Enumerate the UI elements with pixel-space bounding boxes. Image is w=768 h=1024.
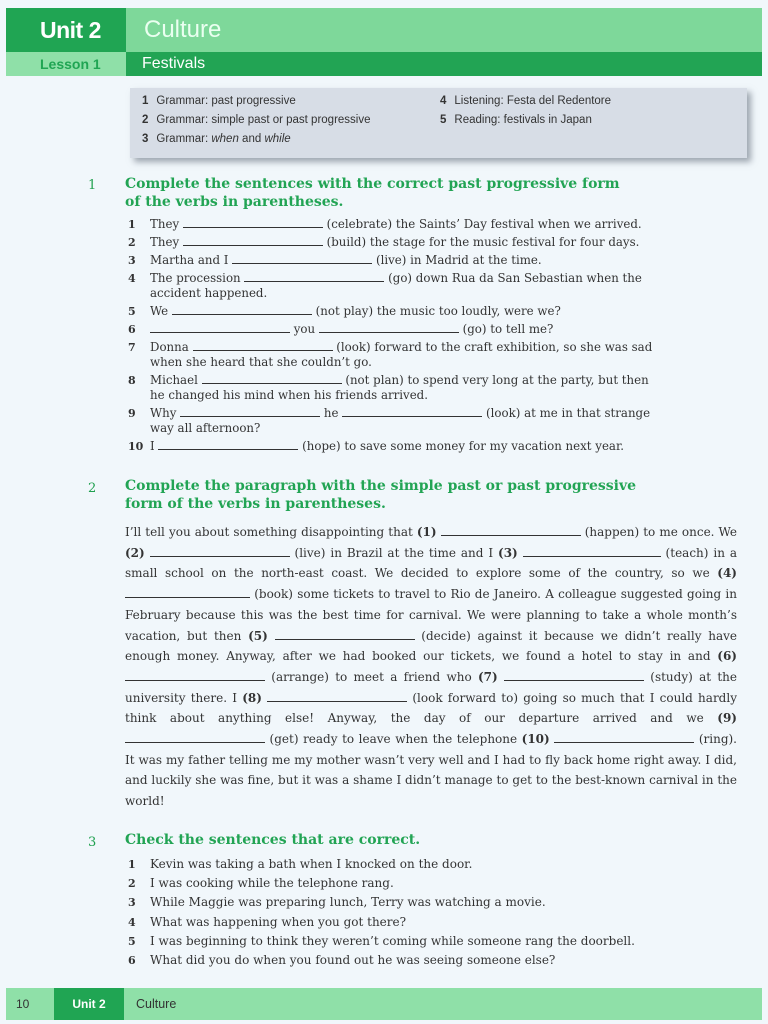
exercise-1-items: [122, 217, 680, 454]
page-header: [0, 0, 768, 78]
exercise-1-title: Complete the sentences with the correct past progressive form of the verbs in parentheses.: [125, 176, 620, 210]
header-unit-row: [6, 8, 762, 52]
header-lesson-row: [6, 52, 762, 76]
list-item[interactable]: 5 I was beginning to think they weren’t coming while someone rang the doorbell.: [128, 933, 635, 948]
exercise-2-number: 2: [88, 481, 97, 496]
exercise-2-title: Complete the paragraph with the simple past or past progressive form of the verbs in parentheses.: [125, 478, 637, 512]
list-item: 5 We (not play) the music too loudly, were we?: [128, 304, 561, 318]
page-number: 10: [6, 988, 54, 1020]
list-item: 4 The procession (go) down Rua da San Sebastian when the accident happened.: [128, 271, 642, 300]
answer-blank[interactable]: [150, 547, 290, 557]
footer-unit-title: Culture: [124, 988, 762, 1020]
answer-blank[interactable]: [202, 374, 342, 384]
unit-label: Unit 2: [6, 8, 126, 52]
answer-blank[interactable]: [172, 305, 312, 315]
answer-blank[interactable]: [504, 671, 644, 681]
answer-blank[interactable]: [342, 407, 482, 417]
answer-blank[interactable]: [232, 254, 372, 264]
contents-item: 3 Grammar: when and while: [142, 133, 291, 145]
answer-blank[interactable]: [183, 218, 323, 228]
list-item[interactable]: 2 I was cooking while the telephone rang.: [128, 876, 394, 891]
answer-blank[interactable]: [523, 547, 661, 557]
answer-blank[interactable]: [244, 272, 384, 282]
lesson-contents-box: [130, 88, 747, 158]
answer-blank[interactable]: [275, 630, 415, 640]
answer-blank[interactable]: [319, 323, 459, 333]
page-footer: [6, 988, 762, 1020]
answer-blank[interactable]: [193, 341, 333, 351]
answer-blank[interactable]: [267, 692, 407, 702]
answer-blank[interactable]: [554, 733, 694, 743]
list-item[interactable]: 6 What did you do when you found out he was seeing someone else?: [128, 953, 556, 968]
answer-blank[interactable]: [441, 526, 581, 536]
list-item: 6 you (go) to tell me?: [128, 322, 554, 336]
answer-blank[interactable]: [125, 733, 265, 743]
answer-blank[interactable]: [125, 588, 250, 598]
list-item: 8 Michael (not plan) to spend very long at the party, but then he changed his mind when his friends arrived.: [128, 373, 649, 402]
contents-item: 1 Grammar: past progressive: [142, 95, 296, 107]
contents-item: 5 Reading: festivals in Japan: [440, 114, 592, 126]
footer-unit-label: Unit 2: [54, 988, 124, 1020]
exercise-1-number: 1: [88, 178, 97, 193]
unit-title: Culture: [126, 8, 762, 52]
lesson-label: Lesson 1: [6, 52, 126, 76]
exercise-3-items: [122, 855, 680, 970]
lesson-title: Festivals: [126, 52, 762, 76]
list-item: 3 Martha and I (live) in Madrid at the time.: [128, 253, 542, 267]
answer-blank[interactable]: [183, 236, 323, 246]
answer-blank[interactable]: [150, 323, 290, 333]
contents-item: 2 Grammar: simple past or past progressive: [142, 114, 371, 126]
contents-item: 4 Listening: Festa del Redentore: [440, 95, 612, 107]
list-item: 10 I (hope) to save some money for my vacation next year.: [128, 439, 625, 453]
answer-blank[interactable]: [158, 440, 298, 450]
list-item: 9 Why he (look) at me in that strange way all afternoon?: [128, 406, 651, 435]
list-item: 7 Donna (look) forward to the craft exhibition, so she was sad when she heard that she couldn’t go.: [128, 340, 653, 369]
exercise-3-number: 3: [88, 835, 97, 850]
exercise-3-title: Check the sentences that are correct.: [125, 832, 421, 848]
list-item[interactable]: 1 Kevin was taking a bath when I knocked on the door.: [128, 857, 473, 871]
list-item[interactable]: 4 What was happening when you got there?: [128, 914, 407, 929]
list-item: 1 They (celebrate) the Saints’ Day festival when we arrived.: [128, 217, 642, 231]
list-item: 2 They (build) the stage for the music festival for four days.: [128, 235, 640, 249]
list-item[interactable]: 3 While Maggie was preparing lunch, Terry was watching a movie.: [128, 895, 546, 910]
answer-blank[interactable]: [180, 407, 320, 417]
exercise-2-paragraph: I’ll tell you about something disappointing that (1) (happen) to me once. We (2) (live) in Brazil at the time and I (3) (teach) in a small school on the north-east coast. We decided to explore some of the country, so we (4) (book) some tickets to travel to Rio de Janeiro. A colleague suggested going in February because this was the best time for carnival. We were planning to take a whole month’s vacation, but then (5) (decide) against it because we didn’t really have enough money. Anyway, after we had booked our tickets, we found a hotel to stay in and (6) (arrange) to meet a friend who (7) (study) at the university there. I (8) (look forward to) going so much that I could hardly think about anything else! Anyway, the day of our departure arrived and we (9) (get) ready to leave when the telephone (10) (ring). It was my father telling me my mother wasn’t very well and I had to fly back home right away. I did, and luckily she was fine, but it was a shame I didn’t manage to get to the best-known carnival in the world!: [125, 525, 738, 809]
answer-blank[interactable]: [125, 671, 265, 681]
